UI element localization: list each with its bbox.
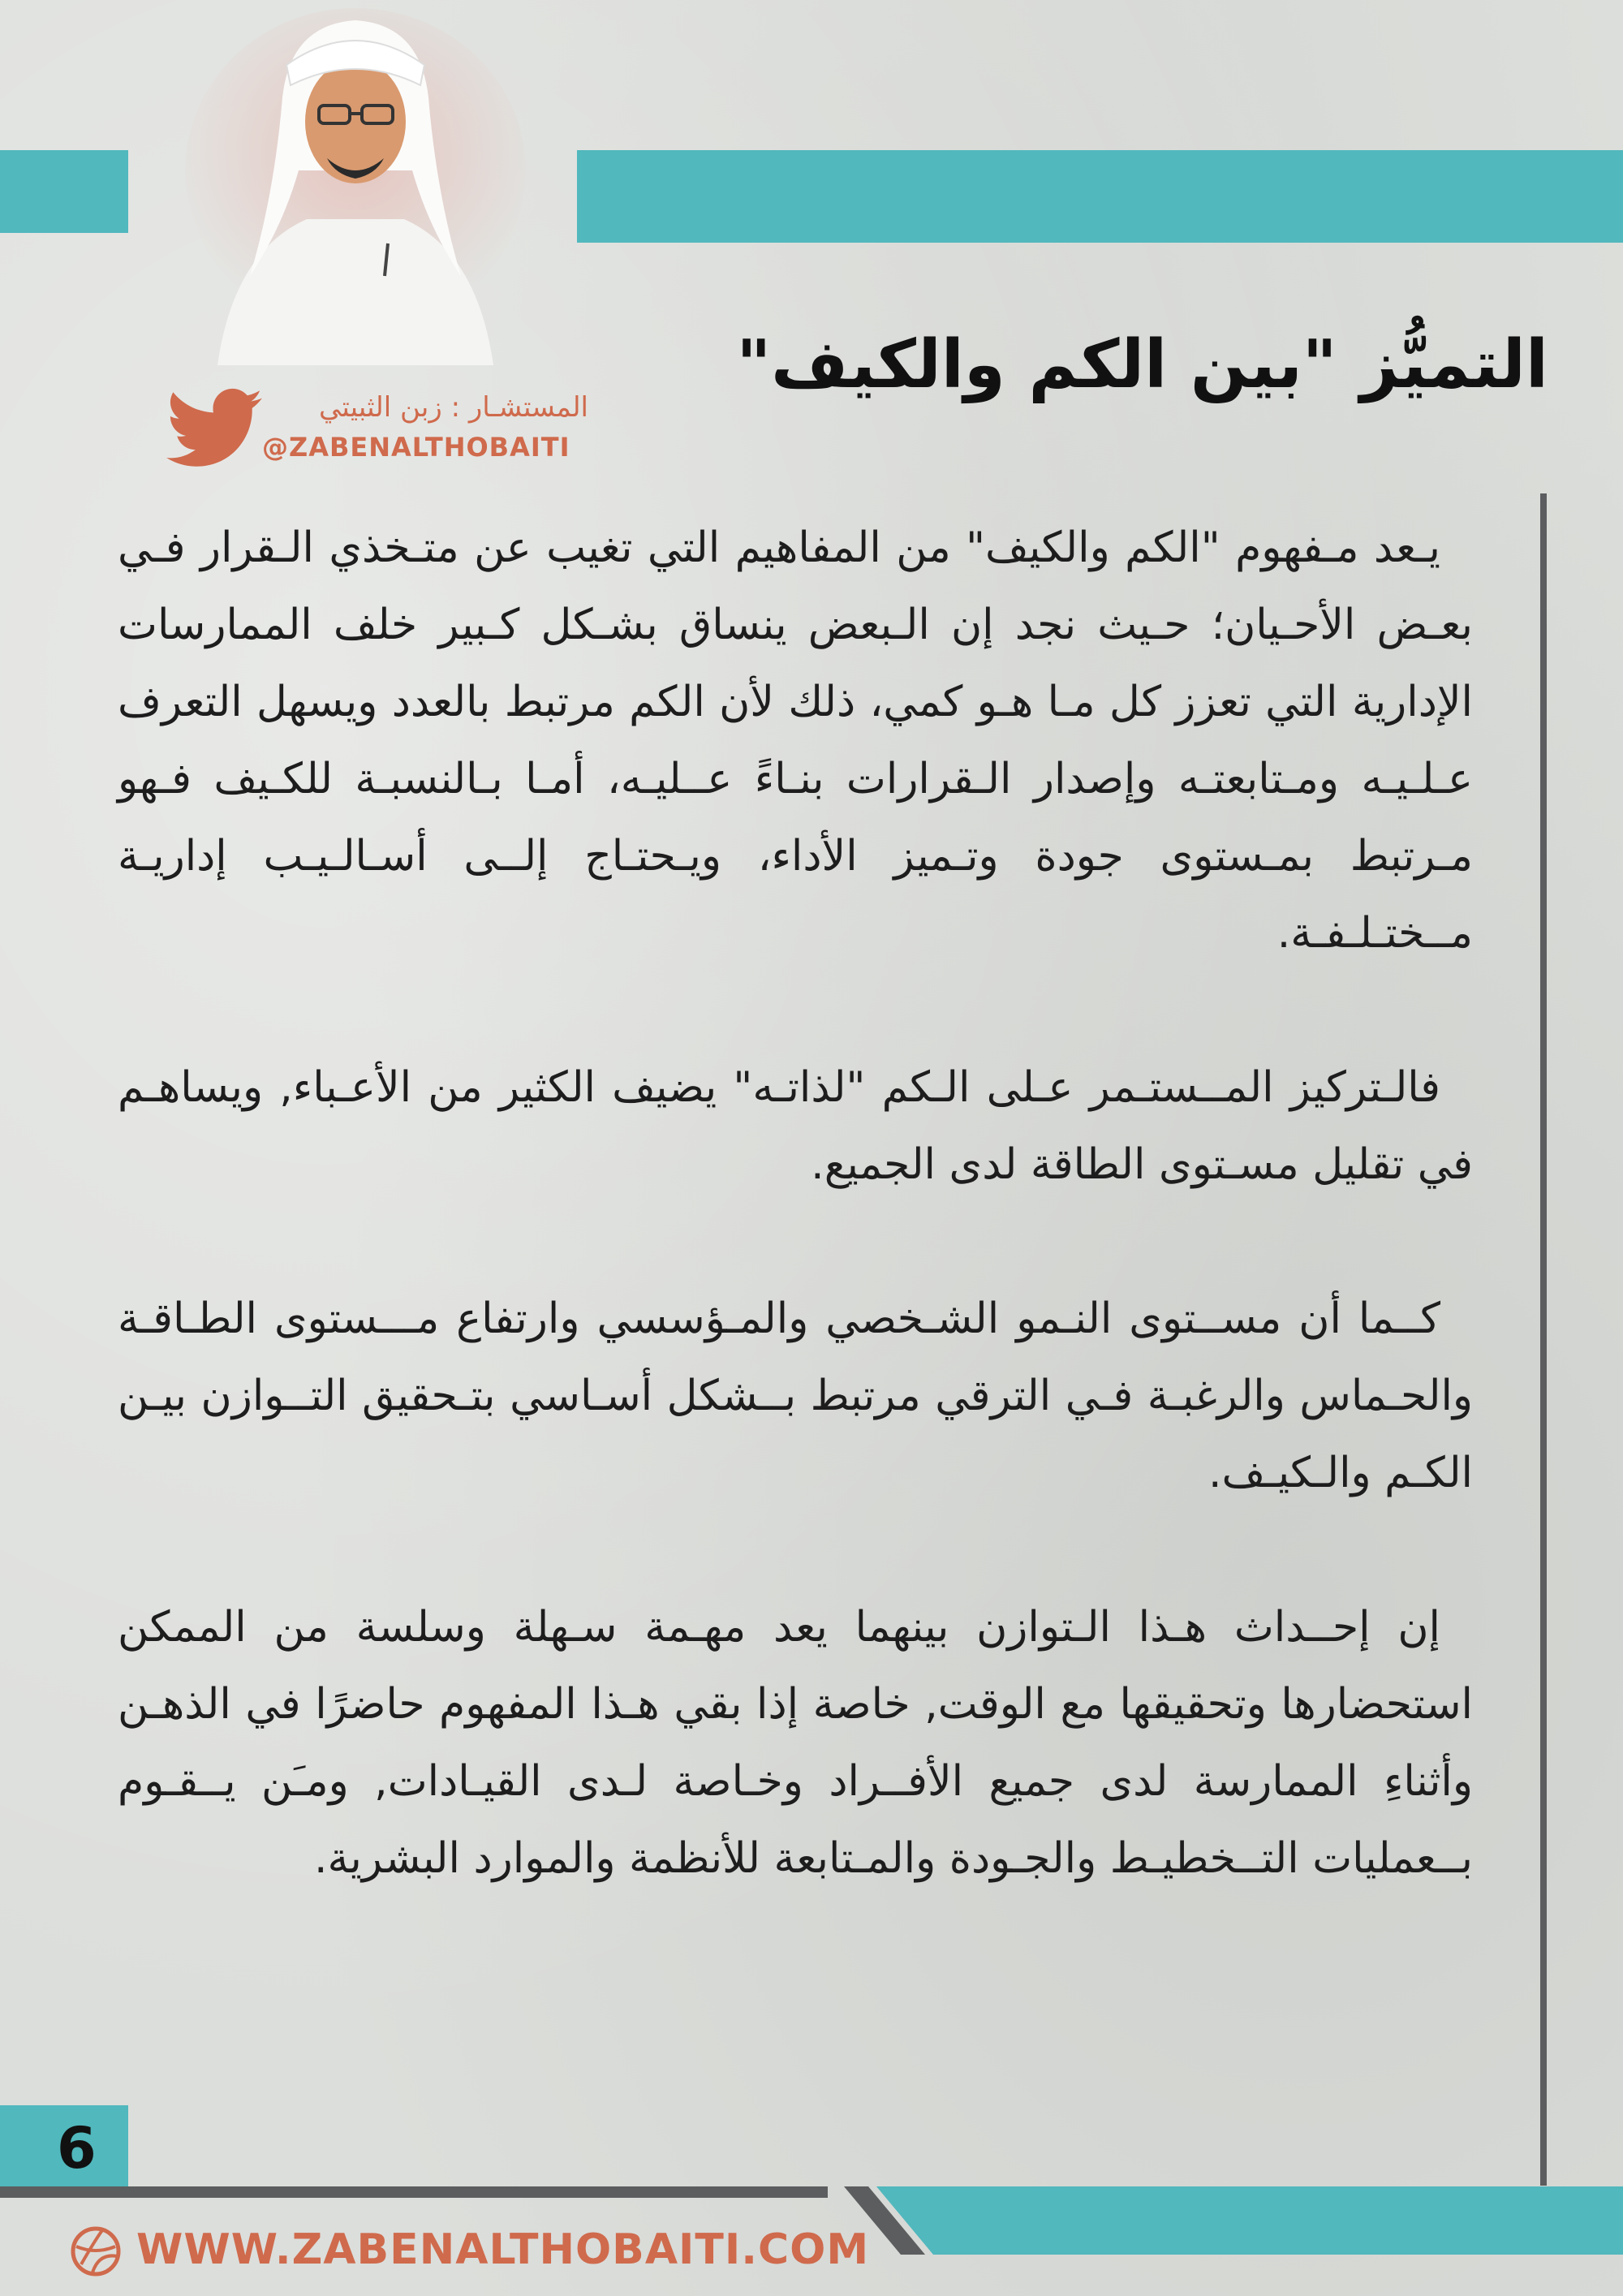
vertical-divider (1540, 493, 1547, 2186)
author-name: المستشـار : زبن الثبيتي (319, 391, 588, 424)
article-paragraph-1: يـعد مـفهوم "الكم والكيف" من المفاهيم التي تغيب عن متـخذي الـقرار فـي بعـض الأحـيان؛ حـيث نجد إن الـبعض ينساق بشـكل كـبير خلف الممارسات الإدارية التي تعزز كل مـا هـو كمي، ذلك لأن الكم مرتبط بالعدد ويسهل التعرف عـلـيـه ومـتابعتـه وإصدار الـقرارات بنـاءً عــليـه، أمـا بـالنسبـة للكـيف فـهو مـرتبط بمـستوى جودة وتـميز الأداء، ويـحتـاج إلــى أسـالـيـب إداريـة مــختـلـفـة. (118, 523, 1473, 958)
website-link[interactable]: WWW.ZABENALTHOBAITI.COM (136, 2225, 870, 2274)
article-paragraph-2: فالـتركيز المــستـمر عـلى الـكم "لذاتـه" يضيف الكثير من الأعـباء, ويساهـم في تقليل مسـتوى الطاقة لدى الجميع. (118, 1063, 1473, 1189)
footer-accent-graphic (844, 2186, 1623, 2255)
globe-icon (70, 2225, 122, 2277)
twitter-icon[interactable] (166, 388, 262, 469)
article-body (118, 510, 1473, 1975)
footer-divider-line (0, 2186, 828, 2198)
article-paragraph-3: كــما أن مســتوى النـمو الشـخصي والمـؤسسي وارتفاع مـــستوى الطـاقـة والحـماس والرغبـة فـي الترقي مرتبط بــشكل أسـاسي بتـحقيق التــوازن بيـن الكـم والـكيـف. (118, 1294, 1473, 1497)
author-portrait-image (185, 8, 526, 365)
author-handle[interactable]: @ZABENALTHOBAITI (262, 432, 570, 463)
article-paragraph-4: إن إحــداث هـذا الـتوازن بينهما يعد مهـمة سـهلة وسلسة من الممكن استحضارها وتحقيقها مع الوقت, خاصة إذا بقي هـذا المفهوم حاضرًا في الذهـن وأثناءِ الممارسة لدى جميع الأفــراد وخـاصة لـدى القيـادات, ومـَن يــقـوم بــعمليات التــخطيـط والجـودة والمـتابعة للأنظمة والموارد البشرية. (118, 1603, 1473, 1883)
author-block (166, 388, 588, 477)
header-accent-bar-left (0, 150, 128, 233)
header-accent-bar-right (577, 150, 1623, 243)
page-title: التميُّز "بين الكم والكيف" (736, 326, 1548, 403)
page-number: 6 (57, 2115, 97, 2182)
